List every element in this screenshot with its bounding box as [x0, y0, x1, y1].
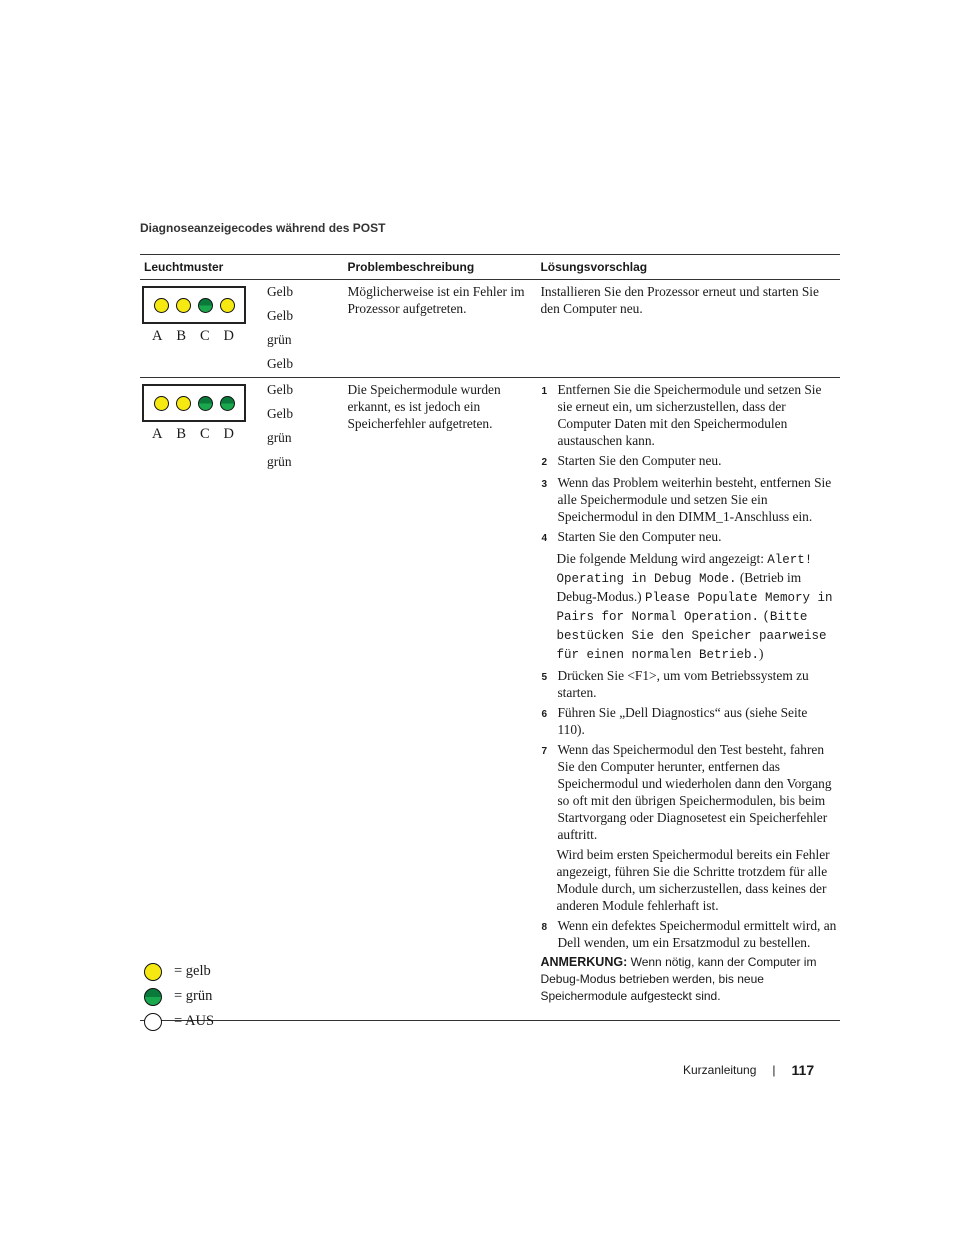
- led-color-d: grün: [267, 454, 292, 469]
- led-panel: [142, 286, 246, 324]
- led-legend: [144, 959, 214, 1034]
- led-c-green-icon: [198, 396, 213, 411]
- problem-description: Möglicherweise ist ein Fehler im Prozessor aufgetreten.: [313, 280, 534, 378]
- legend-green-led-icon: [144, 988, 162, 1006]
- solution-step: [540, 452, 838, 471]
- step-text: Starten Sie den Computer neu.: [557, 453, 722, 468]
- led-letter-d: D: [223, 328, 235, 344]
- step-number: 6: [541, 709, 548, 720]
- led-color-list: [267, 280, 293, 376]
- legend-item-green: [144, 984, 214, 1009]
- solution-text: Installieren Sie den Prozessor erneut und starten Sie den Computer neu.: [534, 280, 840, 378]
- header-loesungsvorschlag: Lösungsvorschlag: [534, 255, 840, 280]
- step-number: 4: [541, 533, 548, 544]
- led-letters: [141, 426, 245, 443]
- step-number: 2: [541, 457, 548, 468]
- message-code-populate: Please Populate Memory in Pairs for Normal Operation.: [556, 591, 833, 624]
- message-translation-debug: (Betrieb im Debug-Modus.): [556, 570, 802, 604]
- message-code-translation: (Bitte bestücken Sie den Speicher paarweise für einen normalen Betrieb.: [556, 610, 827, 662]
- led-letter-d: D: [223, 426, 235, 442]
- light-pattern-cell: [140, 280, 313, 378]
- led-color-d: Gelb: [267, 356, 294, 371]
- solution-step: [540, 381, 838, 449]
- step-number: 3: [541, 479, 548, 490]
- light-pattern-cell: [140, 378, 313, 1021]
- legend-item-off: [144, 1009, 214, 1034]
- step-number: 7: [541, 746, 548, 757]
- led-letter-c: C: [199, 328, 210, 344]
- led-color-c: grün: [267, 430, 292, 445]
- legend-label: = gelb: [174, 963, 211, 979]
- table-header-row: [140, 255, 840, 280]
- led-letter-b: B: [176, 426, 187, 442]
- solution-step: [540, 474, 838, 525]
- step-number: 8: [541, 922, 548, 933]
- step-number: 5: [541, 672, 548, 683]
- footer-section-name: Kurzanleitung: [683, 1063, 757, 1077]
- legend-label: = AUS: [174, 1013, 215, 1029]
- led-a-yellow-icon: [154, 396, 169, 411]
- solution-step: [540, 704, 838, 738]
- diagnostic-codes-table: [140, 254, 840, 1021]
- led-letter-b: B: [176, 328, 187, 344]
- message-intro: Die folgende Meldung wird angezeigt:: [556, 551, 768, 566]
- step-number: 1: [541, 386, 548, 397]
- debug-message-paragraph: [540, 550, 838, 664]
- led-panel: [142, 384, 246, 422]
- led-d-yellow-icon: [220, 298, 235, 313]
- led-color-b: Gelb: [267, 406, 294, 421]
- led-color-a: Gelb: [267, 284, 294, 299]
- legend-item-yellow: [144, 959, 214, 984]
- led-b-yellow-icon: [176, 298, 191, 313]
- table-title: Diagnoseanzeigecodes während des POST: [140, 221, 386, 235]
- page-number: 117: [791, 1062, 815, 1078]
- led-letter-a: A: [151, 328, 163, 344]
- led-b-yellow-icon: [176, 396, 191, 411]
- step-text: Führen Sie „Dell Diagnostics“ aus (siehe Seite 110).: [557, 705, 808, 737]
- led-color-b: Gelb: [267, 308, 294, 323]
- led-d-green-icon: [220, 396, 235, 411]
- legend-label: = grün: [174, 988, 213, 1004]
- led-c-green-icon: [198, 298, 213, 313]
- step-text: Drücken Sie <F1>, um vom Betriebssystem zu starten.: [557, 668, 809, 700]
- page-footer: [683, 1062, 814, 1078]
- header-leuchtmuster: Leuchtmuster: [140, 255, 313, 280]
- note-label: ANMERKUNG:: [540, 955, 628, 969]
- note-text: Wenn nötig, kann der Computer im Debug-Modus betrieben werden, bis neue Speichermodule aufgesteckt sind.: [540, 955, 817, 1003]
- legend-off-led-icon: [144, 1013, 162, 1031]
- led-letter-c: C: [199, 426, 210, 442]
- solution-step: [540, 667, 838, 701]
- solution-step: [540, 741, 838, 843]
- header-problembeschreibung: Problembeschreibung: [313, 255, 534, 280]
- led-letters: [141, 328, 245, 345]
- note-paragraph: [540, 954, 838, 1010]
- step-text: Entfernen Sie die Speichermodule und setzen Sie sie erneut ein, um sicherzustellen, dass der Computer Daten mit den Speichermodulen austauschen kann.: [557, 382, 822, 448]
- table-row: [140, 280, 840, 378]
- led-color-a: Gelb: [267, 382, 294, 397]
- solution-step: [540, 528, 838, 547]
- message-close: ): [759, 646, 764, 661]
- solution-steps: [534, 378, 840, 1021]
- step-text: Wenn das Problem weiterhin besteht, entfernen Sie alle Speichermodule und setzen Sie ein Speichermodul in den DIMM_1-Anschluss ein.: [557, 475, 832, 524]
- table-row: [140, 378, 840, 1021]
- step-text: Starten Sie den Computer neu.: [557, 529, 722, 544]
- led-color-c: grün: [267, 332, 292, 347]
- led-a-yellow-icon: [154, 298, 169, 313]
- step-text: Wenn ein defektes Speichermodul ermittelt wird, an Dell wenden, um ein Ersatzmodul zu bestellen.: [557, 918, 837, 950]
- step-7-extra-paragraph: Wird beim ersten Speichermodul bereits ein Fehler angezeigt, führen Sie die Schritte trotzdem für alle Module durch, um sicherzustellen, dass keines der anderen Module fehlerhaft ist.: [556, 847, 830, 913]
- footer-separator: |: [772, 1063, 776, 1077]
- led-color-list: [267, 378, 293, 474]
- message-code-alert: Alert! Operating in Debug Mode.: [556, 553, 813, 586]
- step-text: Wenn das Speichermodul den Test besteht, fahren Sie den Computer herunter, entfernen das Speichermodul und wiederholen dann den Vorgang so oft mit den übrigen Speichermodulen, bis beim Startvorgang oder Diagnosetest ein Speicherfehler auftritt.: [557, 742, 832, 842]
- led-letter-a: A: [151, 426, 163, 442]
- solution-step: [540, 917, 838, 951]
- problem-description: Die Speichermodule wurden erkannt, es ist jedoch ein Speicherfehler aufgetreten.: [313, 378, 534, 1021]
- legend-yellow-led-icon: [144, 963, 162, 981]
